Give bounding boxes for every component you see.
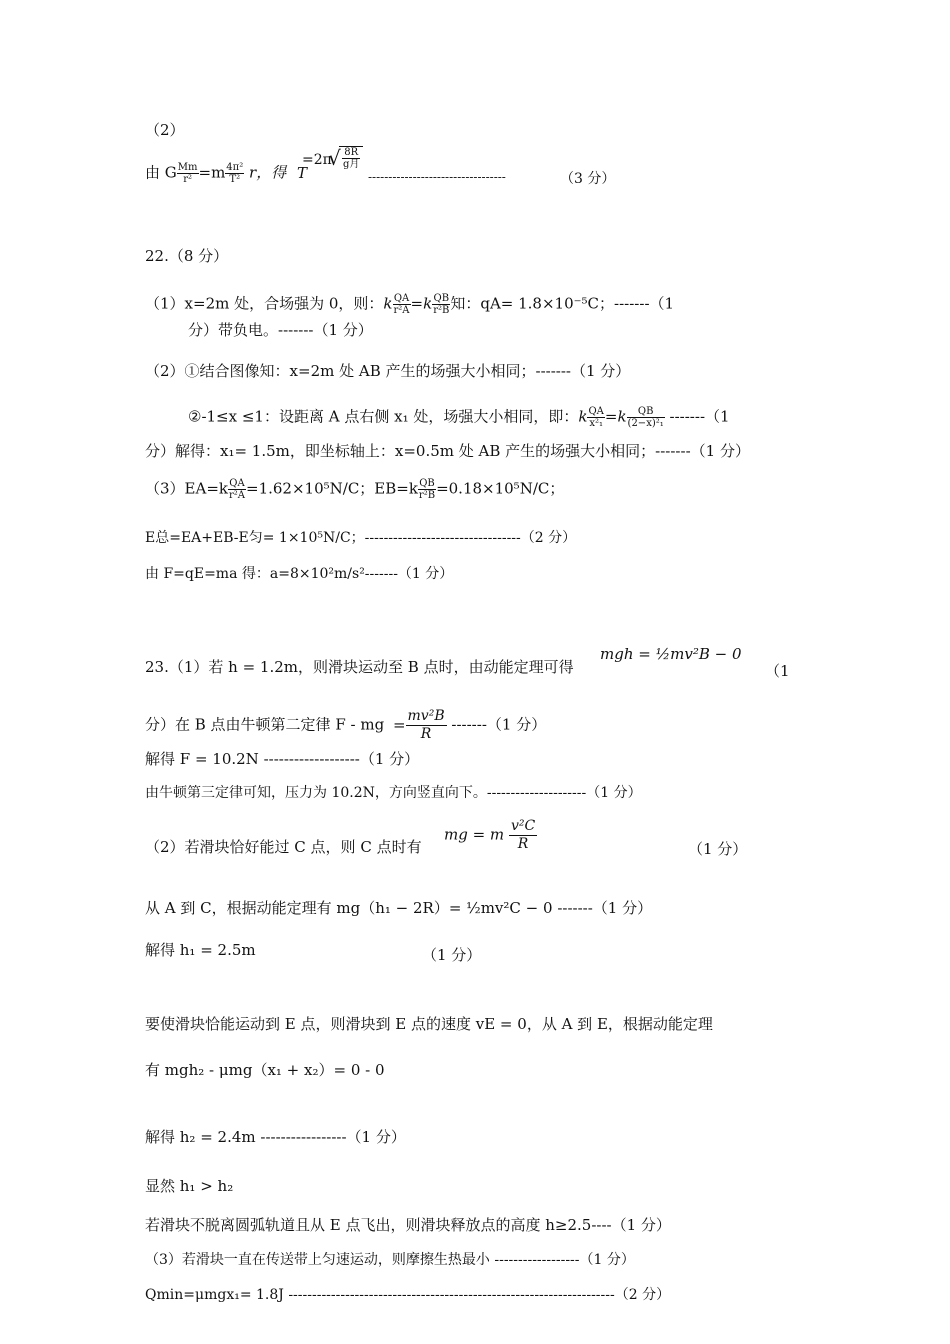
q23-line1: 23.（1）若 h = 1.2m，则滑块运动至 B 点时，由动能定理可得 <box>145 658 574 676</box>
fraction-mv2-r <box>406 708 447 743</box>
k: k <box>578 407 588 426</box>
numerator: mv²B <box>407 708 445 724</box>
fraction-vc-r <box>509 818 537 853</box>
q23-line6 <box>145 898 652 918</box>
numerator: 8R <box>342 147 360 159</box>
q23-line13: （3）若滑块一直在传送带上匀速运动，则摩擦生热最小 ------------------（1 分） <box>145 1252 635 1268</box>
fraction-qb-rb2 <box>418 478 436 501</box>
denominator: x²₁ <box>589 418 603 429</box>
period-T: T <box>296 163 307 182</box>
text: 从 A 到 C，根据动能定理有 mg（h₁ − 2R）= ½mv²C − 0 <box>145 899 553 917</box>
q23-line4: 由牛顿第三定律可知，压力为 10.2N，方向竖直向下。---------------------（1 分） <box>145 785 642 801</box>
fraction-qa-x1 <box>587 406 604 429</box>
q22-line7: 由 F=qE=ma 得：a=8×10²m/s²-------（1 分） <box>145 566 454 582</box>
q23-line8: 要使滑块恰能运动到 E 点，则滑块到 E 点的速度 vE = 0，从 A 到 E，根据动能定理 <box>145 1015 713 1033</box>
denominator: r²A <box>228 490 245 501</box>
numerator: QB <box>433 293 450 304</box>
denominator: r²B <box>418 490 436 501</box>
q23-score1: （1 <box>765 662 790 680</box>
text: （3）EA=k <box>145 479 228 498</box>
r-get: r，得 <box>249 163 287 182</box>
q22-title: 22.（8 分） <box>145 247 229 265</box>
denominator: r²A <box>393 305 410 316</box>
q22-line6: E总=EA+EB-E匀= 1×10⁵N/C；---------------------------------（2 分） <box>145 530 577 546</box>
denominator: r²B <box>433 305 450 316</box>
q23-line10: 解得 h₂ = 2.4m -----------------（1 分） <box>145 1128 406 1146</box>
part2-score: （3 分） <box>560 171 616 187</box>
numerator: QA <box>393 293 410 304</box>
numerator: 4π² <box>226 162 244 173</box>
text: 知：qA= 1.8×10⁻⁵C；-------（1 <box>450 294 675 313</box>
part2-formula <box>145 162 307 185</box>
g-prefix: 由 G <box>145 163 177 182</box>
eq-k: =k <box>604 407 627 426</box>
text: =0.18×10⁵N/C； <box>436 479 565 498</box>
q22-line2: （2）①结合图像知：x=2m 处 AB 产生的场强大小相同；-------（1 分） <box>145 362 631 380</box>
k: k <box>383 294 393 313</box>
numerator: v²C <box>510 818 536 834</box>
fraction-4pi2-t2 <box>225 162 244 185</box>
q23-eq5 <box>444 818 537 853</box>
fraction-qb-2x <box>627 406 665 429</box>
q22-line1b: 分）带负电。-------（1 分） <box>188 321 373 339</box>
numerator: QB <box>419 478 435 489</box>
fraction-8r-g <box>342 147 360 170</box>
q23-line9: 有 mgh₂ - μmg（x₁ + x₂）= 0 - 0 <box>145 1061 385 1079</box>
text: ②-1≤x ≤1：设距离 A 点右侧 x₁ 处，场强大小相同，即： <box>188 407 579 426</box>
q22-line1 <box>145 293 674 316</box>
fraction-qa-ra <box>393 293 411 316</box>
numerator: Mm <box>177 162 198 173</box>
numerator: QA <box>588 406 604 417</box>
text: （1）x=2m 处，合场强为 0，则： <box>145 294 384 313</box>
q22-line3 <box>188 406 730 429</box>
q22-line5 <box>145 478 564 501</box>
numerator: QA <box>229 478 245 489</box>
eq-2pi: =2π <box>302 152 332 168</box>
numerator: QB <box>627 406 665 418</box>
q23-line11: 显然 h₁ > h₂ <box>145 1177 234 1195</box>
text: -------（1 分） <box>451 715 547 734</box>
q23-line5: （2）若滑块恰好能过 C 点，则 C 点时有 <box>145 838 422 856</box>
eq-k: =k <box>410 294 433 313</box>
fraction-mm-r2 <box>177 162 199 185</box>
denominator: R <box>420 726 432 742</box>
q23-line14: Qmin=μmgx₁= 1.8J ---------------------------------------------------------------------（2 分） <box>145 1287 671 1303</box>
q23-score5: （1 分） <box>688 840 748 858</box>
q23-eq1: mgh = ½mv²B − 0 <box>600 645 742 663</box>
q23-line3: 解得 F = 10.2N -------------------（1 分） <box>145 750 420 768</box>
part2-label: （2） <box>145 121 185 139</box>
fraction-qb-rb <box>432 293 450 316</box>
q23-line7: 解得 h₁ = 2.5m <box>145 941 256 959</box>
denominator: g月 <box>343 159 360 170</box>
text: =1.62×10⁵N/C；EB=k <box>246 479 418 498</box>
q22-line4: 分）解得：x₁= 1.5m，即坐标轴上：x=0.5m 处 AB 产生的场强大小相同；-------（1 分） <box>145 442 750 460</box>
text: -------（1 <box>669 407 730 426</box>
denominator: r² <box>183 174 193 185</box>
q23-line2: 分）在 B 点由牛顿第二定律 F - mg = $\frac{\text{mv²B}}{R}$ -------（1 分） <box>145 708 547 742</box>
text: 分）在 B 点由牛顿第二定律 F - mg <box>145 715 385 734</box>
q23-line12: 若滑块不脱离圆弧轨道且从 E 点飞出，则滑块释放点的高度 h≥2.5----（1 分） <box>145 1216 671 1234</box>
sqrt-content <box>339 146 363 170</box>
q23-score7: （1 分） <box>422 946 482 964</box>
sqrt-icon: √ <box>328 146 341 170</box>
equals-m: =m <box>198 163 226 182</box>
text: mg = m <box>444 825 505 844</box>
fraction-qa-ra2 <box>228 478 246 501</box>
denominator: R <box>517 836 529 852</box>
part2-dashes: ---------------------------------- <box>368 170 506 184</box>
denominator: T² <box>229 174 241 185</box>
text: -------（1 分） <box>557 899 653 917</box>
denominator: (2−x)²₁ <box>627 418 664 429</box>
